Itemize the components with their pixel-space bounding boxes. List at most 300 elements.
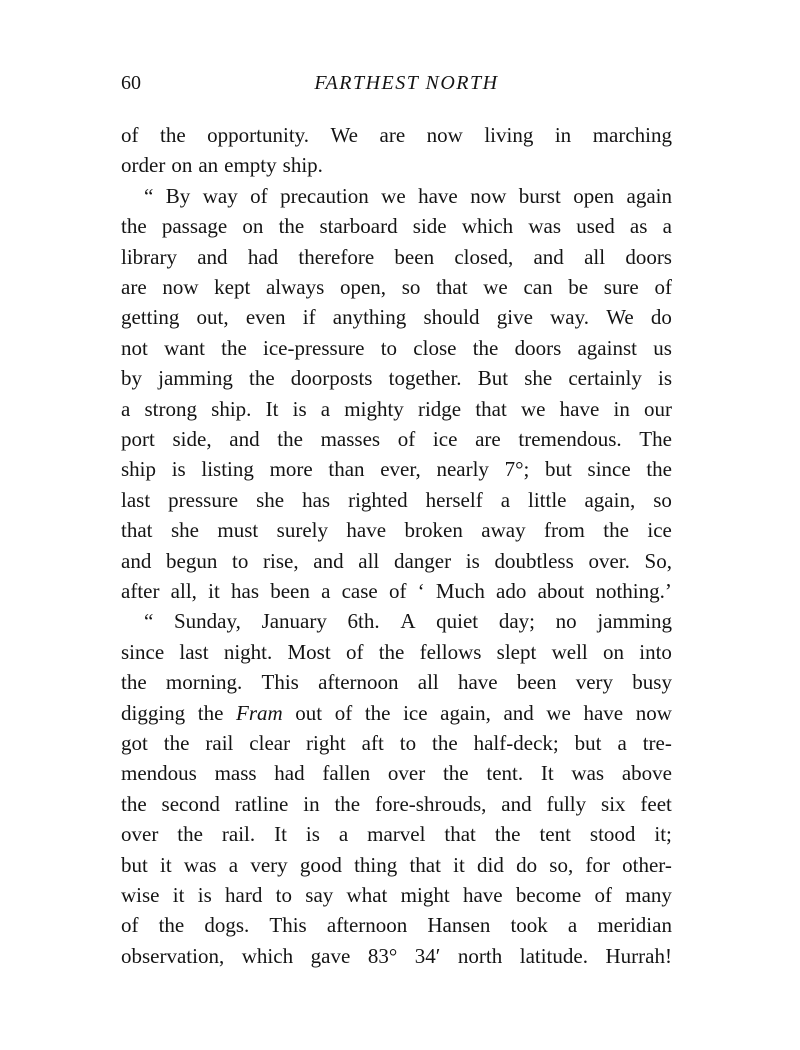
- word: had: [247, 244, 279, 269]
- word: have: [346, 518, 387, 543]
- word: again,: [440, 700, 491, 725]
- word: certainly: [568, 366, 642, 391]
- word: all,: [170, 579, 197, 603]
- word: we: [483, 275, 508, 299]
- word: But: [477, 366, 509, 391]
- word: night.: [223, 639, 273, 664]
- text-line: [121, 365, 672, 391]
- word: more: [269, 457, 313, 482]
- word: the: [248, 366, 275, 391]
- word: did: [477, 852, 504, 877]
- word: open,: [339, 275, 387, 299]
- word: This: [261, 670, 299, 695]
- word: A: [400, 609, 416, 634]
- word: last: [179, 639, 209, 664]
- word: since: [121, 639, 165, 664]
- word: us: [653, 335, 672, 360]
- text-line: [121, 852, 672, 878]
- word: which: [461, 214, 514, 239]
- text-line: [121, 396, 672, 422]
- text-line: [121, 487, 672, 513]
- word: used: [576, 214, 615, 239]
- word: on: [242, 214, 264, 239]
- word: ship: [121, 457, 157, 482]
- word: begun: [166, 548, 218, 573]
- word: fully: [546, 791, 587, 816]
- word: close: [413, 335, 457, 360]
- word: closed,: [454, 244, 514, 269]
- text-line: [121, 517, 672, 543]
- text-line: [121, 456, 672, 482]
- word: meridian: [597, 913, 672, 938]
- word: we: [546, 700, 571, 725]
- word: last: [121, 487, 151, 512]
- word: the: [278, 214, 305, 239]
- word: and: [533, 244, 564, 269]
- word: living: [484, 123, 534, 147]
- word: the: [177, 822, 203, 847]
- word: order: [121, 153, 166, 178]
- word: ice: [432, 427, 458, 451]
- word: jamming: [597, 609, 672, 634]
- word: way.: [550, 305, 589, 330]
- word: ice-pressure: [263, 335, 365, 360]
- word: of: [250, 183, 268, 208]
- word: other-: [622, 852, 672, 877]
- word: therefore: [298, 244, 375, 269]
- word: mighty: [344, 396, 404, 421]
- word: “: [144, 609, 154, 634]
- word: but: [545, 457, 572, 482]
- word: the: [472, 335, 499, 360]
- word: and: [229, 427, 260, 451]
- word: herself: [425, 487, 483, 512]
- word: can: [523, 275, 553, 299]
- word: fellows: [419, 639, 482, 664]
- word: have: [559, 396, 600, 421]
- word: even: [245, 305, 286, 330]
- word: and: [197, 244, 228, 269]
- word: This: [269, 913, 307, 938]
- word: side,: [172, 427, 212, 451]
- running-head: FARTHEST NORTH: [314, 72, 499, 94]
- text-line: [121, 213, 672, 239]
- word: the: [121, 791, 147, 816]
- word: out,: [196, 305, 229, 330]
- word: ice: [647, 518, 672, 543]
- word: hard: [225, 883, 263, 907]
- word: the: [197, 700, 224, 725]
- word: what: [346, 883, 388, 907]
- word: all: [417, 670, 439, 695]
- word: the: [603, 518, 629, 543]
- word: The: [639, 427, 672, 451]
- word: 83°: [367, 943, 398, 968]
- word: rail: [205, 731, 234, 755]
- word: mass: [214, 761, 257, 786]
- word: that: [121, 518, 153, 543]
- word: slept: [496, 639, 537, 664]
- word: into: [639, 639, 672, 664]
- word: observation,: [121, 943, 225, 968]
- word: is: [657, 366, 672, 391]
- word: not: [121, 335, 148, 360]
- word: should: [423, 305, 480, 330]
- word: now: [162, 275, 199, 299]
- word: but: [121, 852, 148, 877]
- word: gave: [310, 943, 351, 968]
- word: become: [515, 883, 582, 907]
- word: a: [121, 396, 131, 421]
- word: over: [387, 761, 426, 786]
- word: which: [241, 943, 294, 968]
- word: against: [577, 335, 637, 360]
- word: over.: [588, 548, 630, 573]
- word: side: [412, 214, 447, 239]
- text-line: [121, 639, 672, 665]
- word: and: [501, 791, 532, 816]
- word: of: [121, 123, 139, 147]
- text-line: [144, 183, 672, 209]
- word: a: [338, 822, 349, 847]
- word: as: [629, 214, 648, 239]
- word: 6th.: [347, 609, 380, 634]
- word: of: [334, 700, 353, 725]
- word: case: [341, 579, 378, 603]
- text-line: [121, 821, 672, 847]
- word: tent: [539, 822, 571, 847]
- word: sure: [603, 275, 639, 299]
- word: right: [306, 731, 346, 755]
- text-line: [121, 578, 672, 604]
- word: starboard: [319, 214, 398, 239]
- word: ice: [403, 700, 428, 725]
- word: a: [662, 214, 672, 239]
- word: fore-shrouds,: [375, 791, 487, 816]
- word: are: [121, 275, 147, 299]
- word: are: [379, 123, 406, 147]
- word: do: [650, 305, 672, 330]
- word: strong: [144, 396, 197, 421]
- word: have: [462, 883, 503, 907]
- word: doorposts: [290, 366, 373, 391]
- page-header: [121, 72, 672, 102]
- text-line: [121, 700, 672, 726]
- word: afternoon: [326, 913, 408, 938]
- word: the: [494, 822, 521, 847]
- word: from: [544, 518, 585, 543]
- word: Most: [287, 639, 331, 664]
- word: mendous: [121, 761, 197, 786]
- word: latitude.: [519, 943, 588, 968]
- text-line: [121, 152, 672, 178]
- word: pressure: [168, 487, 239, 512]
- word: marching: [592, 123, 672, 147]
- word: it;: [654, 822, 672, 847]
- word: many: [625, 883, 672, 907]
- word: It: [265, 396, 279, 421]
- word: and: [121, 548, 152, 573]
- word: to: [232, 548, 249, 573]
- word: she: [170, 518, 199, 543]
- word: about: [537, 579, 585, 603]
- word: “: [144, 183, 154, 208]
- word: Fram: [236, 700, 283, 725]
- word: that: [444, 822, 476, 847]
- word: on: [603, 639, 624, 664]
- word: our: [644, 396, 672, 421]
- word: now: [635, 700, 672, 725]
- word: thing: [354, 852, 398, 877]
- word: the: [277, 427, 303, 451]
- word: broken: [404, 518, 463, 543]
- word: doors: [625, 244, 672, 269]
- word: morning.: [165, 670, 243, 695]
- word: 7°;: [504, 457, 530, 482]
- word: we: [381, 183, 406, 208]
- word: was: [528, 214, 562, 239]
- word: a: [567, 913, 578, 938]
- word: 34′: [414, 943, 441, 968]
- word: the: [158, 913, 185, 938]
- word: So,: [644, 548, 672, 573]
- word: by: [121, 366, 142, 391]
- word: say: [305, 883, 334, 907]
- word: might: [400, 883, 450, 907]
- word: away: [481, 518, 526, 543]
- text-line: [121, 244, 672, 270]
- word: nothing.’: [595, 579, 672, 603]
- word: Much: [435, 579, 485, 603]
- word: again,: [584, 487, 636, 512]
- word: she: [524, 366, 553, 391]
- word: of: [388, 579, 407, 603]
- word: in: [303, 791, 320, 816]
- word: it: [172, 883, 185, 907]
- word: January: [261, 609, 327, 634]
- word: ever,: [380, 457, 421, 482]
- text-line: [121, 882, 672, 908]
- word: Hurrah!: [605, 943, 672, 968]
- word: tremendous.: [518, 427, 622, 451]
- word: got: [121, 731, 148, 755]
- word: she: [256, 487, 285, 512]
- word: the: [646, 457, 672, 482]
- word: burst: [518, 183, 561, 208]
- word: of: [654, 275, 672, 299]
- word: doors: [514, 335, 562, 360]
- word: of: [345, 639, 364, 664]
- text-line: [121, 426, 672, 452]
- word: tre-: [642, 731, 672, 755]
- text-line: [121, 943, 672, 969]
- text-line: [121, 912, 672, 938]
- word: second: [161, 791, 220, 816]
- word: way: [202, 183, 238, 208]
- word: well: [551, 639, 588, 664]
- word: Sunday,: [174, 609, 241, 634]
- word: all: [584, 244, 606, 269]
- text-line: [121, 730, 672, 756]
- word: that: [436, 275, 468, 299]
- word: has: [302, 487, 331, 512]
- word: danger: [393, 548, 452, 573]
- word: is: [197, 883, 212, 907]
- word: anything: [332, 305, 407, 330]
- word: ship.: [282, 153, 323, 178]
- word: since: [587, 457, 631, 482]
- word: the: [221, 335, 247, 360]
- word: and: [503, 700, 534, 725]
- word: out: [295, 700, 323, 725]
- word: of: [121, 913, 139, 938]
- word: is: [305, 822, 320, 847]
- word: ship.: [211, 396, 252, 421]
- word: the: [378, 639, 405, 664]
- word: library: [121, 244, 177, 269]
- word: we: [520, 396, 546, 421]
- word: over: [121, 822, 159, 847]
- word: rise,: [263, 548, 299, 573]
- word: been: [394, 244, 435, 269]
- word: dogs.: [204, 913, 250, 938]
- text-line: [121, 335, 672, 361]
- word: doubtless: [494, 548, 574, 573]
- word: It: [540, 761, 554, 786]
- word: to: [399, 731, 417, 755]
- word: tent.: [486, 761, 524, 786]
- word: that: [409, 852, 441, 877]
- word: been: [516, 670, 557, 695]
- word: an: [198, 153, 219, 178]
- word: By: [165, 183, 191, 208]
- word: that: [475, 396, 507, 421]
- word: was: [183, 852, 217, 877]
- word: of: [397, 427, 416, 451]
- word: opportunity.: [207, 123, 310, 147]
- word: the: [121, 214, 147, 239]
- word: quiet: [436, 609, 479, 634]
- word: it: [453, 852, 465, 877]
- word: righted: [348, 487, 408, 512]
- word: has: [231, 579, 259, 603]
- word: together.: [388, 366, 462, 391]
- word: again: [626, 183, 672, 208]
- word: in: [613, 396, 630, 421]
- word: half-deck;: [473, 731, 559, 755]
- word: always: [265, 275, 325, 299]
- word: the: [121, 670, 147, 695]
- text-line: [144, 608, 672, 634]
- word: ratline: [234, 791, 289, 816]
- page-number: 60: [121, 72, 141, 94]
- word: must: [217, 518, 259, 543]
- word: ridge: [417, 396, 462, 421]
- word: took: [510, 913, 548, 938]
- word: had: [274, 761, 305, 786]
- word: We: [606, 305, 634, 330]
- word: surely: [276, 518, 328, 543]
- word: on: [171, 153, 193, 178]
- word: feet: [640, 791, 672, 816]
- word: than: [328, 457, 365, 482]
- word: so: [401, 275, 421, 299]
- word: to: [275, 883, 292, 907]
- word: ‘: [417, 579, 425, 603]
- word: the: [364, 700, 391, 725]
- word: no: [555, 609, 577, 634]
- word: but: [574, 731, 602, 755]
- word: We: [330, 123, 359, 147]
- word: digging: [121, 700, 186, 725]
- word: do: [516, 852, 538, 877]
- text-line: [121, 760, 672, 786]
- word: afternoon: [318, 670, 399, 695]
- word: six: [601, 791, 626, 816]
- word: open: [573, 183, 615, 208]
- word: so: [653, 487, 672, 512]
- text-line: [121, 791, 672, 817]
- word: fallen: [322, 761, 371, 786]
- word: north: [457, 943, 503, 968]
- word: was: [571, 761, 605, 786]
- text-line: [121, 669, 672, 695]
- word: precaution: [280, 183, 369, 208]
- word: is: [465, 548, 480, 573]
- word: a: [228, 852, 239, 877]
- word: listing: [201, 457, 254, 482]
- word: very: [575, 670, 614, 695]
- word: have: [457, 670, 498, 695]
- word: in: [554, 123, 572, 147]
- word: It: [274, 822, 287, 847]
- word: for: [585, 852, 610, 877]
- word: a: [617, 731, 627, 755]
- word: and: [313, 548, 344, 573]
- word: little: [528, 487, 567, 512]
- word: all: [358, 548, 380, 573]
- word: stood: [589, 822, 636, 847]
- word: is: [171, 457, 186, 482]
- word: so,: [549, 852, 574, 877]
- word: the: [334, 791, 361, 816]
- word: want: [164, 335, 205, 360]
- word: clear: [249, 731, 291, 755]
- word: it: [208, 579, 220, 603]
- word: after: [121, 579, 160, 603]
- word: getting: [121, 305, 180, 330]
- word: the: [442, 761, 469, 786]
- word: now: [470, 183, 507, 208]
- word: kept: [214, 275, 251, 299]
- word: the: [163, 731, 190, 755]
- word: it: [160, 852, 172, 877]
- word: day;: [498, 609, 535, 634]
- word: empty: [224, 153, 277, 178]
- text-line: [121, 304, 672, 330]
- word: marvel: [367, 822, 426, 847]
- word: jamming: [158, 366, 233, 391]
- word: masses: [320, 427, 381, 451]
- word: above: [621, 761, 672, 786]
- word: be: [568, 275, 589, 299]
- word: aft: [361, 731, 384, 755]
- word: busy: [632, 670, 672, 695]
- word: nearly: [436, 457, 489, 482]
- word: good: [299, 852, 342, 877]
- word: have: [418, 183, 458, 208]
- text-line: [121, 274, 672, 300]
